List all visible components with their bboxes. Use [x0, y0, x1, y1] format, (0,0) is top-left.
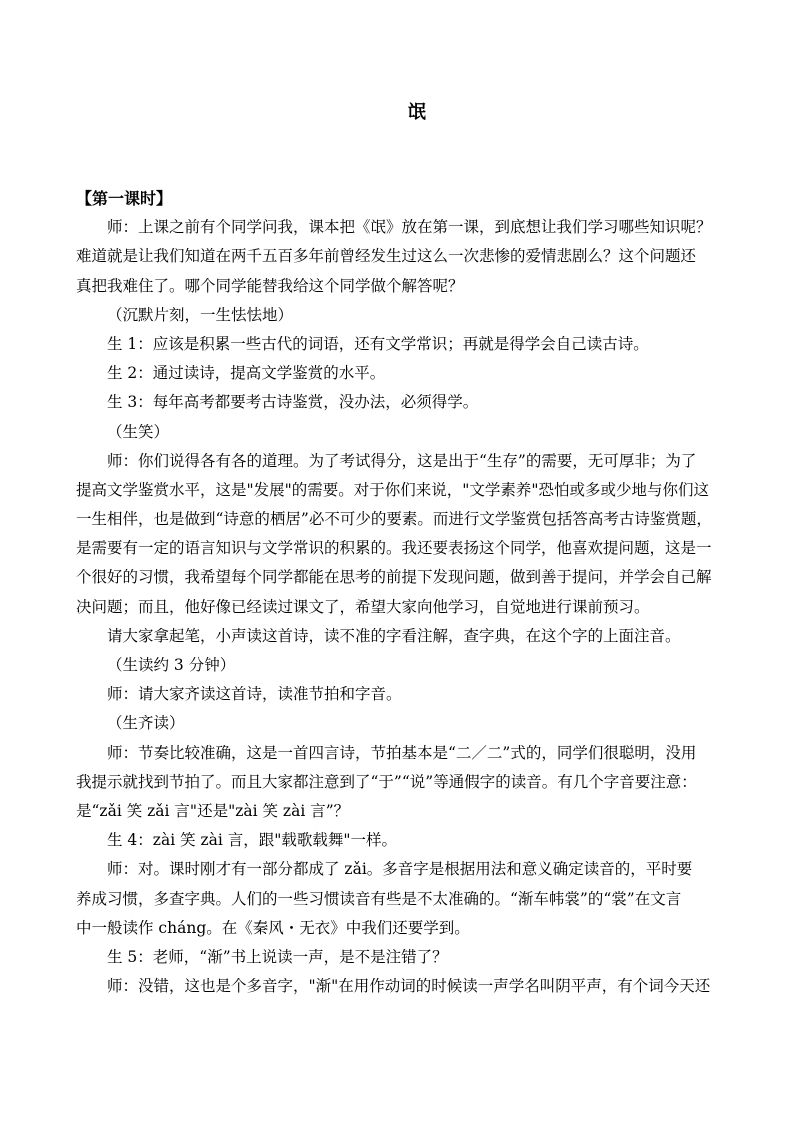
text-line: 生 2：通过读诗，提高文学鉴赏的水平。 [107, 364, 386, 383]
text-line: 是“zǎi 笑 zǎi 言"还是"zài 笑 zài 言”？ [76, 801, 350, 820]
text-line: 师：上课之前有个同学问我，课本把《氓》放在第一课，到底想让我们学习哪些知识呢？ [107, 218, 712, 237]
section-heading: 【第一课时】 [76, 189, 173, 208]
text-line: 我提示就找到节拍了。而且大家都注意到了“于”“说”等通假字的读音。有几个字音要注意： [76, 772, 697, 791]
text-line: 提高文学鉴赏水平，这是"发展"的需要。对于你们来说，"文学素养"恐怕或多或少地与你们这 [76, 480, 710, 499]
text-line: 师：没错，这也是个多音字，"渐"在用作动词的时候读一声学名叫阴平声，有个词今天还 [107, 977, 711, 996]
text-line: 生 5：老师，“渐”书上说读一声，是不是注错了？ [107, 947, 448, 966]
text-line: （生齐读） [107, 714, 185, 733]
text-line: 养成习惯，多查字典。人们的一些习惯读音有些是不太准确的。“渐车帏裳”的“裳”在文言 [76, 889, 682, 908]
paragraph-lines [76, 213, 794, 1001]
text-line: 个很好的习惯，我希望每个同学都能在思考的前提下发现问题，做到善于提问，并学会自己解 [76, 568, 712, 587]
text-line: 生 3：每年高考都要考古诗鉴赏，没办法，必须得学。 [107, 393, 479, 412]
text-line: 一生相伴，也是做到“诗意的栖居”必不可少的要素。而进行文学鉴赏包括答高考古诗鉴赏题， [76, 510, 712, 529]
text-line: 真把我难住了。哪个同学能替我给这个同学做个解答呢？ [76, 276, 464, 295]
text-line: 师：你们说得各有各的道理。为了考试得分，这是出于“生存”的需要，无可厚非；为了 [107, 451, 697, 470]
text-line: 中一般读作 cháng。在《秦风・无衣》中我们还要学到。 [76, 918, 470, 937]
text-line: 请大家拿起笔，小声读这首诗，读不准的字看注解，查字典，在这个字的上面注音。 [107, 626, 681, 645]
text-line: 生 4：zài 笑 zài 言，跟"载歌载舞"一样。 [107, 831, 398, 850]
text-line: （生读约 3 分钟） [107, 656, 236, 674]
text-line: （沉默片刻，一生怯怯地） [107, 305, 294, 324]
text-line: 是需要有一定的语言知识与文学常识的积累的。我还要表扬这个同学，他喜欢提问题，这是一 [76, 539, 712, 558]
text-line: 师：对。课时刚才有一部分都成了 zǎi。多音字是根据用法和意义确定读音的，平时要 [107, 860, 693, 879]
text-line: 生 1：应该是积累一些古代的词语，还有文学常识；再就是得学会自己读古诗。 [107, 334, 649, 353]
text-line: 难道就是让我们知道在两千五百多年前曾经发生过这么一次悲惨的爱情悲剧么？这个问题还 [76, 247, 697, 266]
document-title: 氓 [408, 102, 426, 123]
text-line: （生笑） [107, 422, 170, 441]
text-line: 决问题；而且，他好像已经读过课文了，希望大家向他学习，自觉地进行课前预习。 [76, 597, 650, 616]
text-line: 师：请大家齐读这首诗，读准节拍和字音。 [107, 685, 402, 704]
document-body [76, 184, 794, 1001]
text-line: 师：节奏比较准确，这是一首四言诗，节拍基本是“二／二”式的，同学们很聪明，没用 [107, 743, 697, 762]
